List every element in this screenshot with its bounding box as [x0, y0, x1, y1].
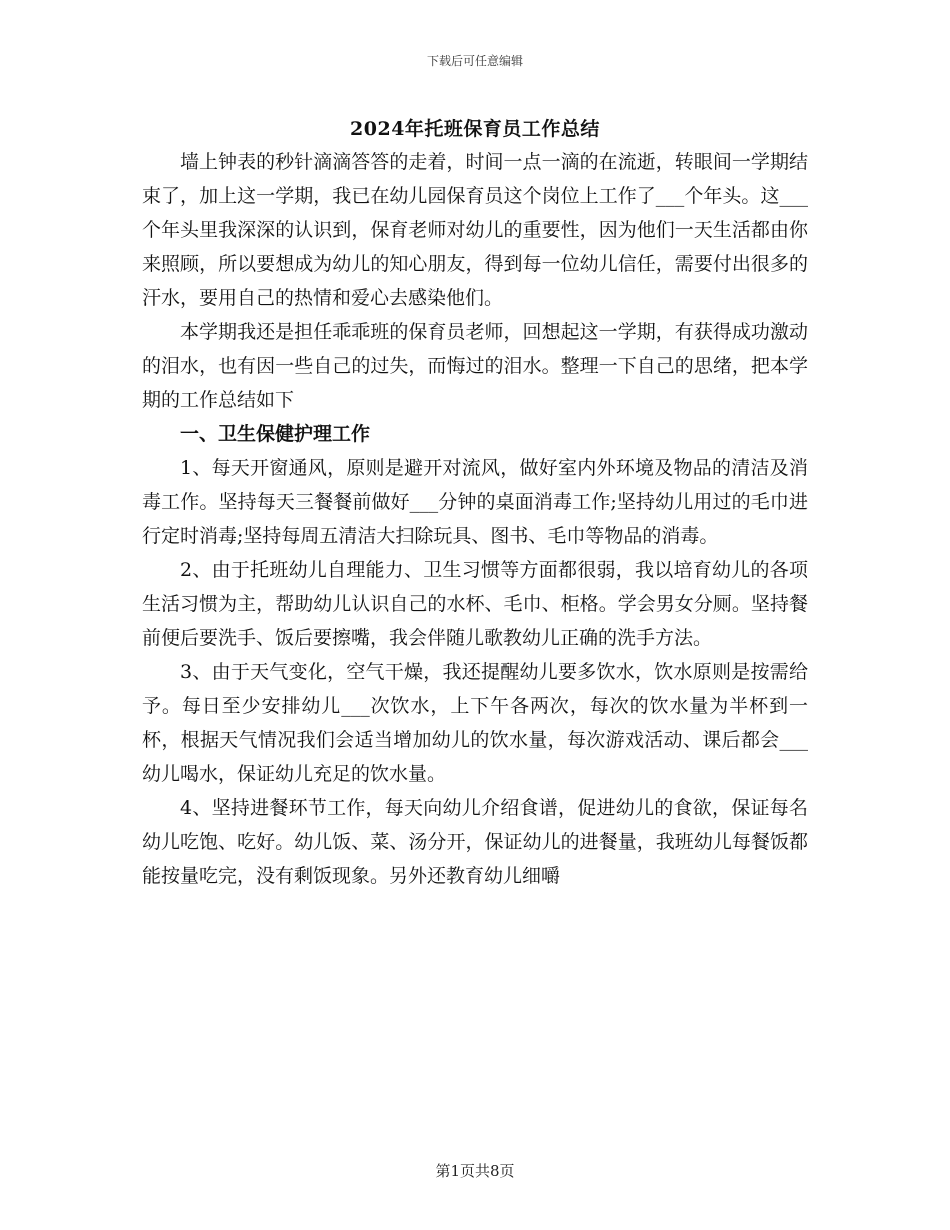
header-note: 下载后可任意编辑 — [426, 54, 523, 68]
intro-paragraph-1: 墙上钟表的秒针滴滴答答的走着，时间一点一滴的在流逝，转眼间一学期结束了，加上这一学期，我已在幼儿园保育员这个岗位上工作了___个年头。这___个年头里我深深的认识到，保育老师对幼儿的重要性，因为他们一天生活都由你来照顾，所以要想成为幼儿的知心朋友，得到每一位幼儿信任，需要付出很多的汗水，要用自己的热情和爱心去感染他们。 — [142, 151, 808, 309]
document-body — [142, 145, 808, 893]
list-item: 3、由于天气变化，空气干燥，我还提醒幼儿要多饮水，饮水原则是按需给予。每日至少安排幼儿___次饮水，上下午各两次，每次的饮水量为半杯到一杯，根据天气情况我们会适当增加幼儿的饮水量，每次游戏活动、课后都会___幼儿喝水，保证幼儿充足的饮水量。 — [142, 661, 808, 785]
list-item: 4、坚持进餐环节工作，每天向幼儿介绍食谱，促进幼儿的食欲，保证每名幼儿吃饱、吃好。幼儿饭、菜、汤分开，保证幼儿的进餐量，我班幼儿每餐饭都能按量吃完，没有剩饭现象。另外还教育幼儿细嚼 — [142, 797, 808, 887]
list-item: 1、每天开窗通风，原则是避开对流风，做好室内外环境及物品的清洁及消毒工作。坚持每天三餐餐前做好___分钟的桌面消毒工作;坚持幼儿用过的毛巾进行定时消毒;坚持每周五清洁大扫除玩具、图书、毛巾等物品的消毒。 — [142, 457, 808, 547]
document-title: 2024年托班保育员工作总结 — [350, 118, 600, 140]
intro-paragraph-2: 本学期我还是担任乖乖班的保育员老师，回想起这一学期，有获得成功激动的泪水，也有因一些自己的过失，而悔过的泪水。整理一下自己的思绪，把本学期的工作总结如下 — [142, 321, 808, 411]
list-item: 2、由于托班幼儿自理能力、卫生习惯等方面都很弱，我以培育幼儿的各项生活习惯为主，帮助幼儿认识自己的水杯、毛巾、柜格。学会男女分厕。坚持餐前便后要洗手、饭后要擦嘴，我会伴随儿歌教幼儿正确的洗手方法。 — [142, 559, 808, 649]
section-heading-hygiene: 一、卫生保健护理工作 — [180, 423, 371, 445]
page-number: 第1页共8页 — [435, 1162, 515, 1180]
